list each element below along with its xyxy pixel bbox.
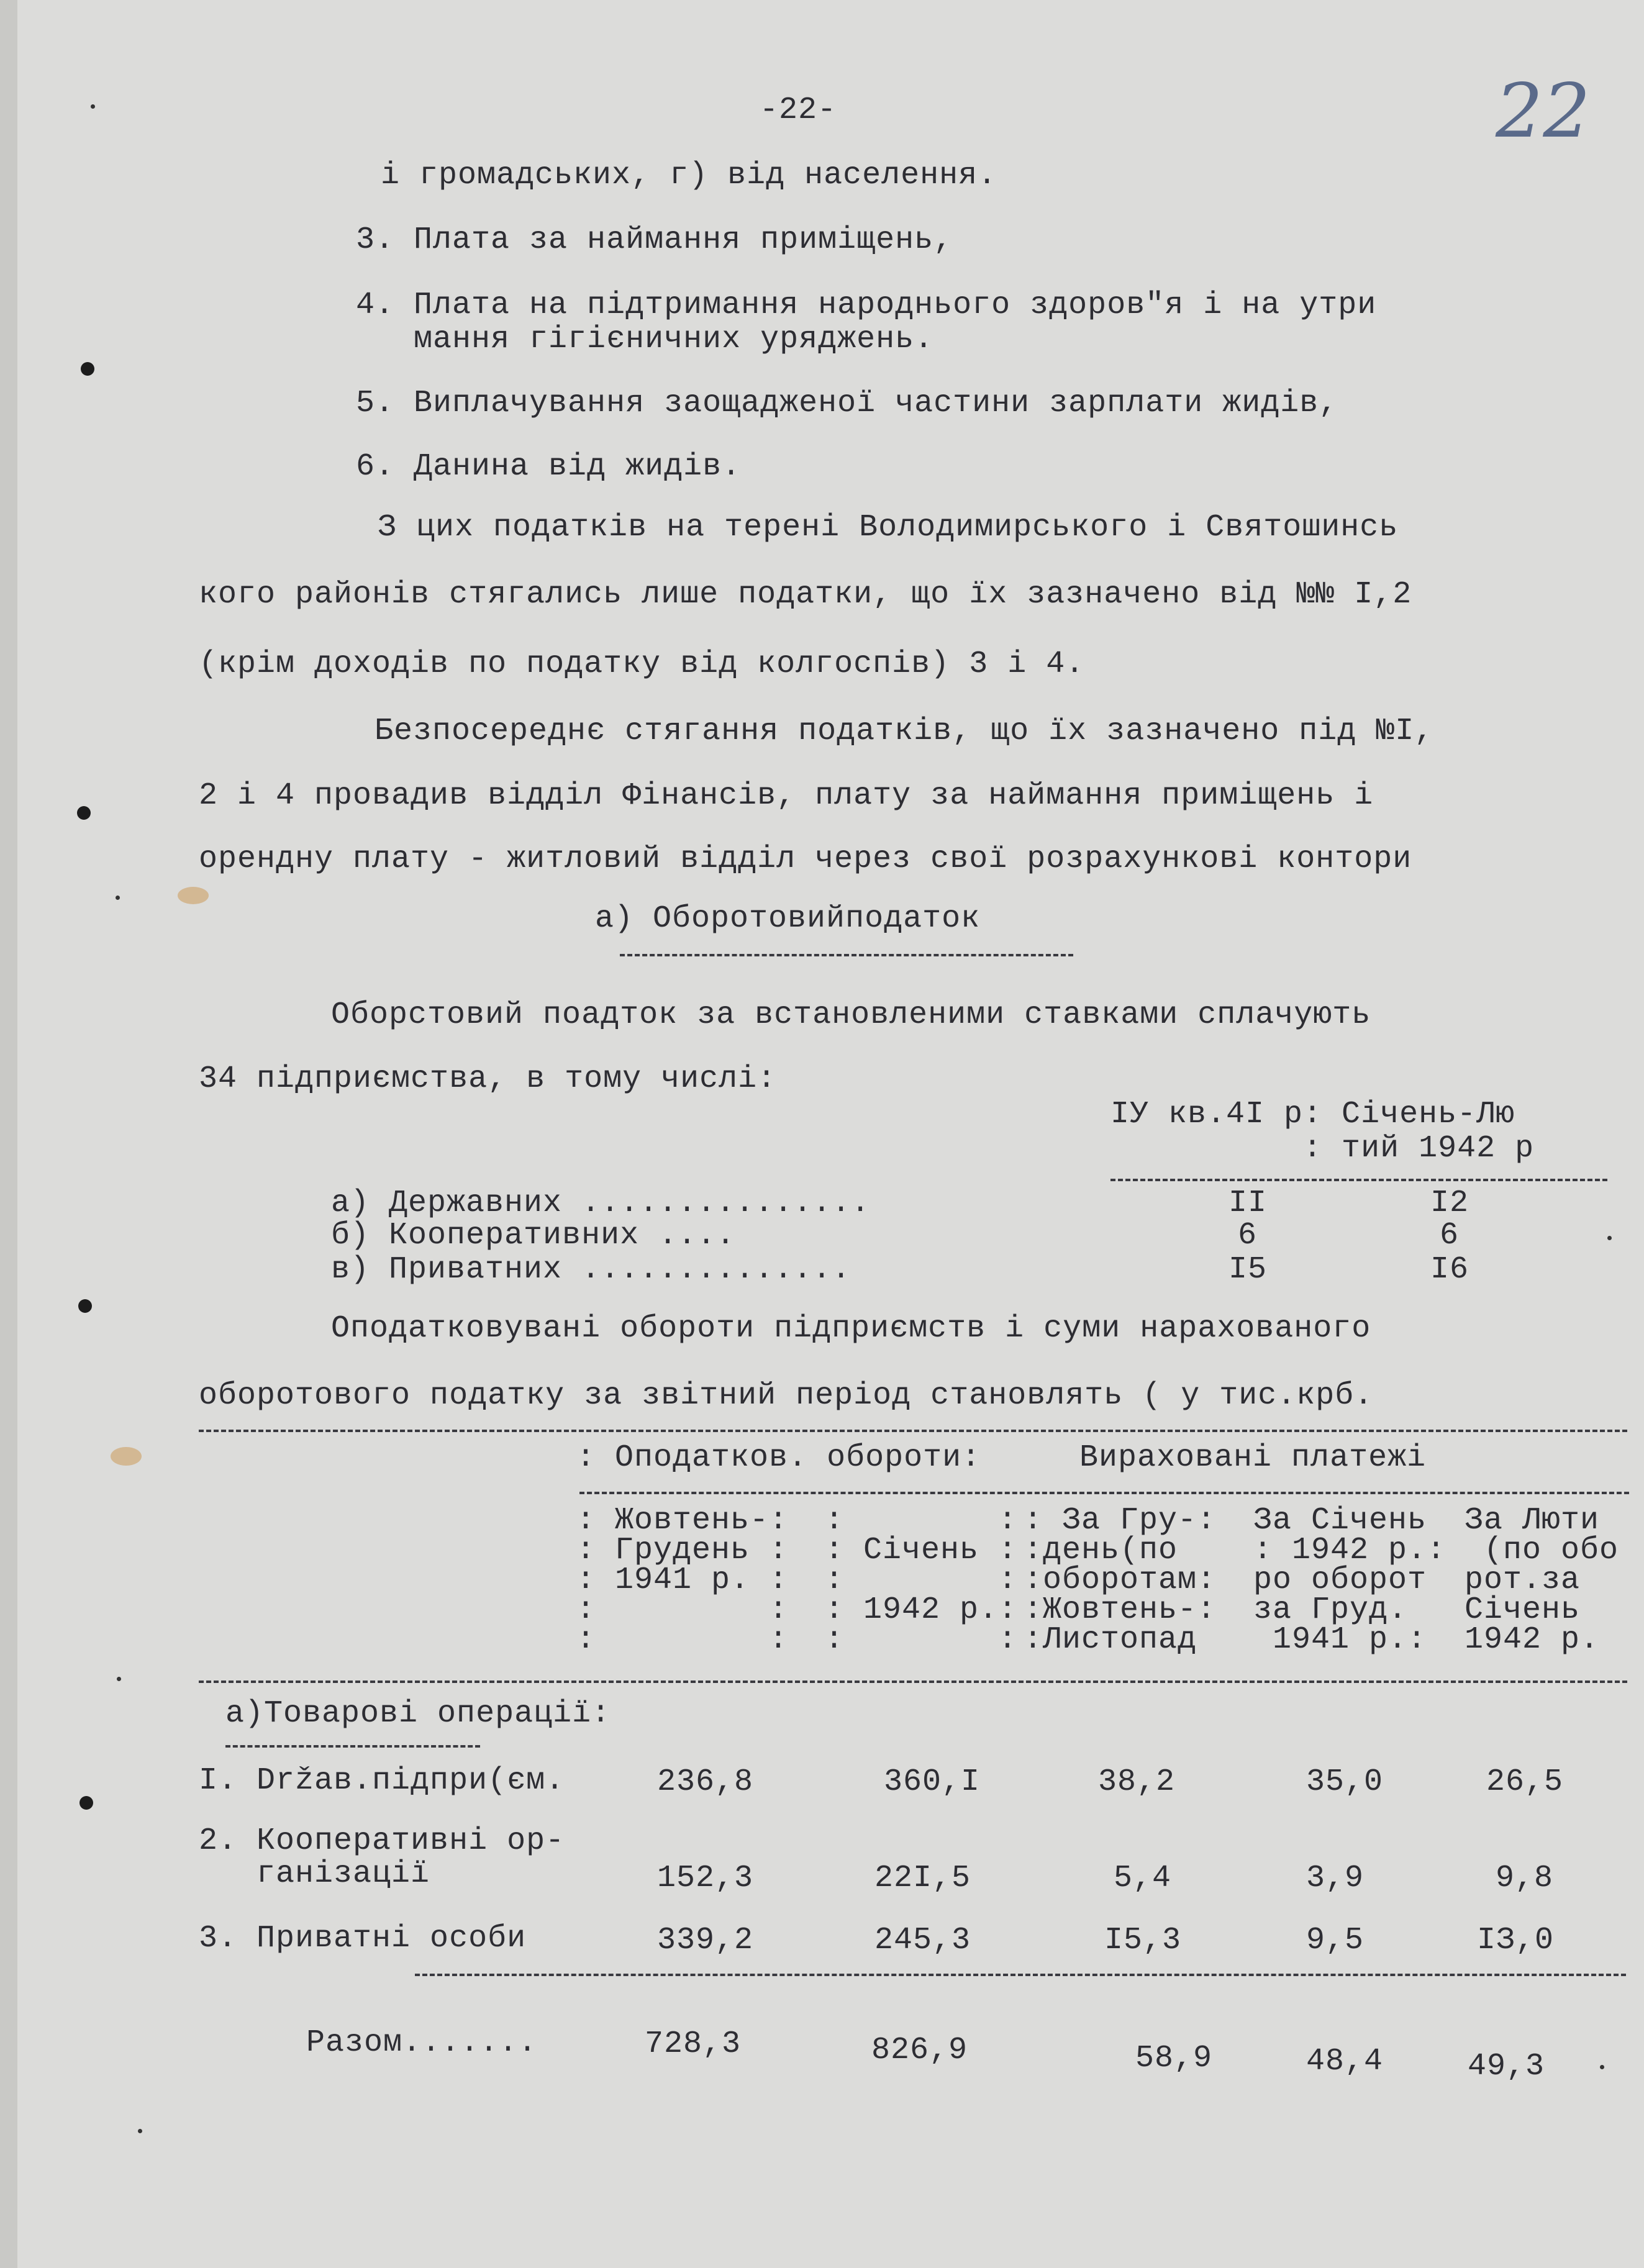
section-title: а) Оборотовийподаток — [595, 901, 981, 937]
rust-stain — [111, 1447, 142, 1466]
small-table-head: : тий 1942 р — [1110, 1131, 1535, 1166]
table-total-cell: 826,9 — [871, 2033, 968, 2068]
table-total-cell: 48,4 — [1306, 2044, 1384, 2079]
table-row-label: І. Držав.підпри(єм. — [199, 1763, 565, 1799]
binder-hole — [81, 362, 94, 376]
table-row-label: 2. Кооперативні ор- — [199, 1823, 565, 1859]
table-cell: 9,8 — [1496, 1861, 1554, 1896]
table-cell: ІЗ,0 — [1477, 1923, 1555, 1958]
rule — [199, 1681, 1627, 1683]
table-col-head: : : : Січень : : : : 1942 р.: : : — [825, 1503, 1018, 1658]
text-line: мання гігієничних уряджень. — [356, 322, 934, 357]
underline — [620, 954, 1073, 956]
small-table-cell: І5 — [1228, 1252, 1268, 1287]
small-table-cell: ІІ — [1228, 1186, 1268, 1221]
text-line: З цих податків на терені Володимирського і Святошинсь — [378, 510, 1399, 545]
table-group-head: : Оподатков. обороти: — [576, 1440, 981, 1476]
rule — [1110, 1179, 1607, 1181]
text-line: оборотового податку за звітний період становлять ( у тис.крб. — [199, 1378, 1374, 1413]
underline — [225, 1745, 480, 1748]
table-cell: 3,9 — [1306, 1861, 1365, 1896]
small-table-cell: І2 — [1430, 1186, 1469, 1221]
handwritten-page-number: 22 — [1496, 68, 1591, 155]
small-table-cell: І6 — [1430, 1252, 1469, 1287]
table-cell: 35,0 — [1306, 1764, 1384, 1800]
table-cell: 245,3 — [874, 1923, 971, 1958]
rule — [579, 1492, 1629, 1494]
table-cell: 9,5 — [1306, 1923, 1365, 1958]
speck — [1600, 2065, 1604, 2069]
table-row-label: 3. Приватні особи — [199, 1921, 527, 1956]
table-col-head: : За Гру-: :день(по :оборотам: :Жовтень-: :Листопад — [1024, 1503, 1217, 1658]
small-table-cell: 6 — [1238, 1218, 1258, 1253]
text-line: Безпосереднє стягання податків, що їх зазначено під №І, — [375, 714, 1434, 749]
table-total-label: Разом....... — [306, 2025, 538, 2061]
table-cell: 360,І — [884, 1764, 981, 1800]
table-cell: 339,2 — [657, 1923, 754, 1958]
speck — [117, 1677, 121, 1681]
text-line: Оподатковувані обороти підприємств і суми нарахованого — [331, 1311, 1371, 1346]
small-table-label: б) Кооперативних .... — [331, 1218, 736, 1253]
table-section-label: а)Товарові операції: — [225, 1696, 611, 1731]
text-line: кого районів стягались лише податки, що їх зазначено від №№ І,2 — [199, 577, 1412, 612]
rust-stain — [178, 887, 209, 904]
table-group-head: Вираховані платежі — [1079, 1440, 1427, 1476]
binder-hole — [77, 806, 91, 820]
speck — [91, 104, 95, 109]
text-line: 34 підприємства, в тому числі: — [199, 1061, 777, 1097]
text-line: 2 і 4 провадив відділ Фінансів, плату за наймання приміщень і — [199, 778, 1374, 814]
table-cell: 5,4 — [1114, 1861, 1172, 1896]
text-line: 3. Плата за наймання приміщень, — [356, 222, 953, 258]
table-cell: 22І,5 — [874, 1861, 971, 1896]
table-total-cell: 58,9 — [1135, 2041, 1213, 2076]
binder-hole — [79, 1796, 93, 1810]
table-cell: 152,3 — [657, 1861, 754, 1896]
text-line: 6. Данина від жидів. — [356, 449, 742, 484]
rule — [415, 1974, 1626, 1976]
document-page — [17, 0, 1644, 2268]
speck — [116, 896, 120, 900]
rule — [199, 1430, 1627, 1432]
table-col-head: За Січень : 1942 р.: pо оборот за Груд. 1941 р.: — [1253, 1503, 1446, 1658]
table-cell: 236,8 — [657, 1764, 754, 1800]
text-line: і громадських, г) від населення. — [381, 158, 997, 193]
small-table-label: а) Державних ............... — [331, 1186, 871, 1221]
small-table-label: в) Приватних .............. — [331, 1252, 852, 1287]
speck — [138, 2129, 142, 2133]
text-line: Оборстовий поадток за встановленими ставками сплачують — [331, 997, 1371, 1033]
table-cell: І5,3 — [1104, 1923, 1182, 1958]
text-line: 4. Плата на підтримання народнього здоров"я і на утри — [356, 288, 1377, 323]
text-line: 5. Виплачування заощадженої частини зарплати жидів, — [356, 386, 1338, 421]
page-number: -22- — [760, 93, 837, 128]
text-line: орендну плату - житловий відділ через свої розрахункові контори — [199, 841, 1412, 877]
small-table-head: ІУ кв.4І р: Січень-Лю — [1110, 1097, 1515, 1132]
small-table-cell: 6 — [1440, 1218, 1460, 1253]
table-col-head: : Жовтень-: : Грудень : : 1941 р. : : : : : — [576, 1503, 789, 1658]
table-total-cell: 728,3 — [645, 2026, 742, 2062]
table-col-head: За Люти (по обо рот.за Січень 1942 р. — [1465, 1503, 1619, 1658]
table-row-label: ганізації — [199, 1856, 430, 1892]
table-total-cell: 49,3 — [1468, 2049, 1545, 2084]
table-cell: 38,2 — [1098, 1764, 1176, 1800]
table-cell: 26,5 — [1486, 1764, 1564, 1800]
binder-hole — [78, 1299, 92, 1313]
speck — [1607, 1236, 1612, 1240]
text-line: (крім доходів по податку від колгоспів) 3 і 4. — [199, 646, 1085, 682]
